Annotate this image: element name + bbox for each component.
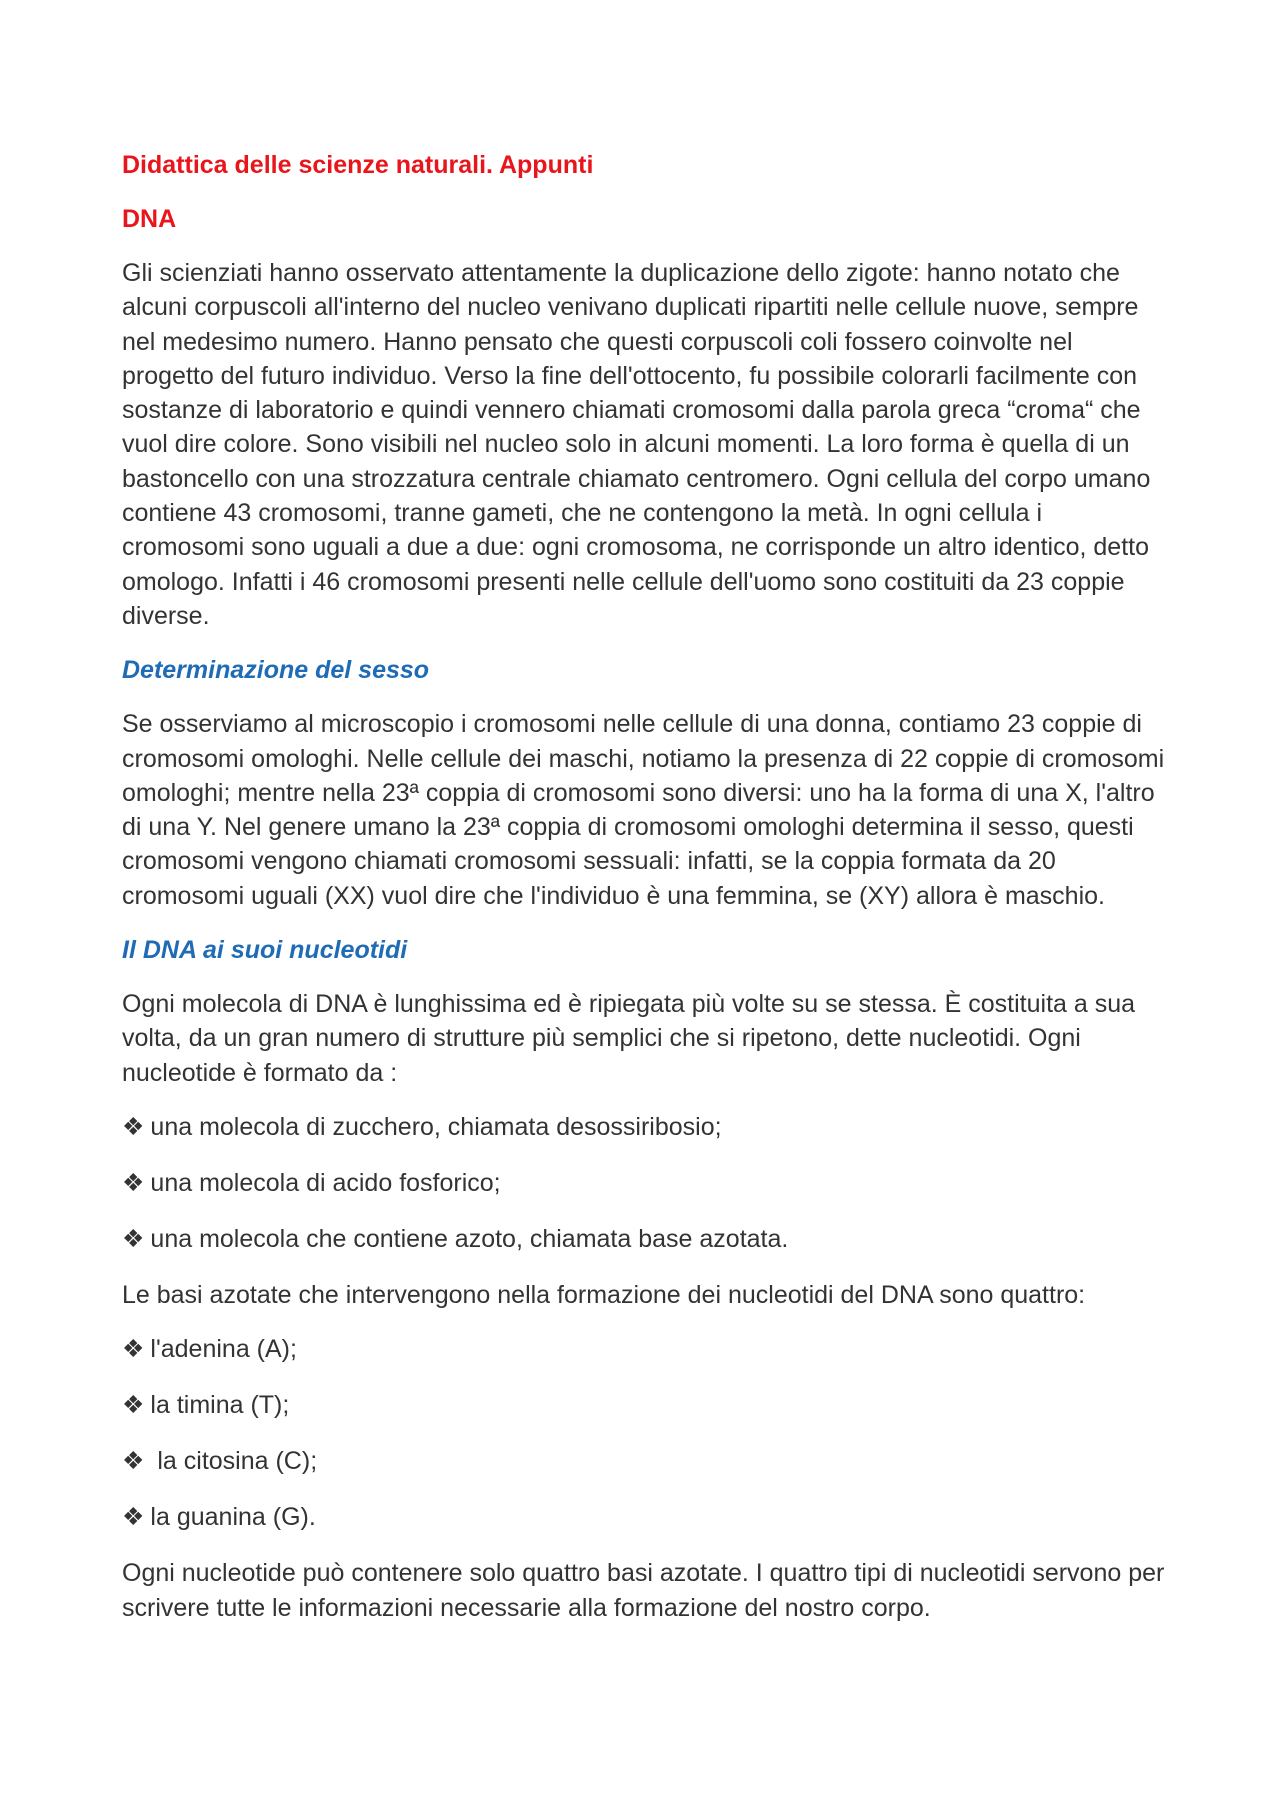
bullet-icon: ❖ [122, 1335, 145, 1364]
list-item-text: una molecola che contiene azoto, chiamata base azotata. [150, 1224, 789, 1253]
list-item [122, 1500, 1167, 1534]
section-heading-dna: DNA [122, 205, 177, 233]
list-item [122, 1332, 1167, 1366]
paragraph-bases-intro: Le basi azotate che intervengono nella formazione dei nucleotidi del DNA sono quattro: [122, 1280, 1086, 1309]
paragraph-dna: Gli scienziati hanno osservato attentamente la duplicazione dello zigote: hanno notato che alcuni corpuscoli all'interno del nucleo venivano duplicati ripartiti nelle cellule nuove, sempre nel medesimo numero. Hanno pensato che questi corpuscoli coli fossero coinvolte nel progetto del futuro individuo. Verso la fine dell'ottocento, fu possibile colorarli facilmente con sostanze di laboratorio e quindi vennero chiamati cromosomi dalla parola greca “croma“ che vuol dire colore. Sono visibili nel nucleo solo in alcuni momenti. La loro forma è quella di un bastoncello con una strozzatura centrale chiamato centromero. Ogni cellula del corpo umano contiene 43 cromosomi, tranne gameti, che ne contengono la metà. In ogni cellula i cromosomi sono uguali a due a due: ogni cromosoma, ne corrisponde un altro identico, detto omologo. Infatti i 46 cromosomi presenti nelle cellule dell'uomo sono costituiti da 23 coppie diverse. [122, 259, 1151, 630]
list-item [122, 1388, 1167, 1422]
list-item-text: la guanina (G). [150, 1503, 316, 1532]
document-page [122, 148, 1167, 1645]
paragraph-conclusion: Ogni nucleotide può contenere solo quattro basi azotate. I quattro tipi di nucleotidi servono per scrivere tutte le informazioni necessarie alla formazione del nostro corpo. [122, 1559, 1165, 1622]
bullet-icon: ❖ [122, 1168, 145, 1197]
section-heading-sex-determination: Determinazione del sesso [122, 656, 430, 685]
list-item [122, 1444, 1167, 1478]
bullet-icon: ❖ [122, 1391, 145, 1420]
paragraph-sex-determination: Se osserviamo al microscopio i cromosomi nelle cellule di una donna, contiamo 23 coppie di cromosomi omologhi. Nelle cellule dei maschi, notiamo la presenza di 22 coppie di cromosomi omologhi; mentre nella 23ª coppia di cromosomi sono diversi: uno ha la forma di una X, l'altro di una Y. Nel genere umano la 23ª coppia di cromosomi omologhi determina il sesso, questi cromosomi vengono chiamati cromosomi sessuali: infatti, se la coppia formata da 20 cromosomi uguali (XX) vuol dire che l'individuo è una femmina, se (XY) allora è maschio. [122, 710, 1165, 910]
list-item [122, 1222, 1167, 1256]
bullet-icon: ❖ [122, 1224, 145, 1253]
list-item-text: l'adenina (A); [150, 1335, 297, 1364]
list-item-text: la citosina (C); [150, 1447, 318, 1476]
list-item-text: una molecola di zucchero, chiamata desossiribosio; [150, 1112, 722, 1141]
list-item-text: una molecola di acido fosforico; [150, 1168, 501, 1197]
list-item [122, 1110, 1167, 1144]
section-heading-nucleotides: Il DNA ai suoi nucleotidi [122, 936, 408, 965]
paragraph-nucleotides: Ogni molecola di DNA è lunghissima ed è ripiegata più volte su se stessa. È costituita a sua volta, da un gran numero di strutture più semplici che si ripetono, dette nucleotidi. Ogni nucleotide è formato da : [122, 990, 1136, 1087]
bullet-icon: ❖ [122, 1112, 145, 1141]
list-item [122, 1166, 1167, 1200]
list-item-text: la timina (T); [150, 1391, 290, 1420]
bullet-icon: ❖ [122, 1447, 145, 1476]
bullet-icon: ❖ [122, 1503, 145, 1532]
document-title: Didattica delle scienze naturali. Appunti [122, 151, 594, 179]
